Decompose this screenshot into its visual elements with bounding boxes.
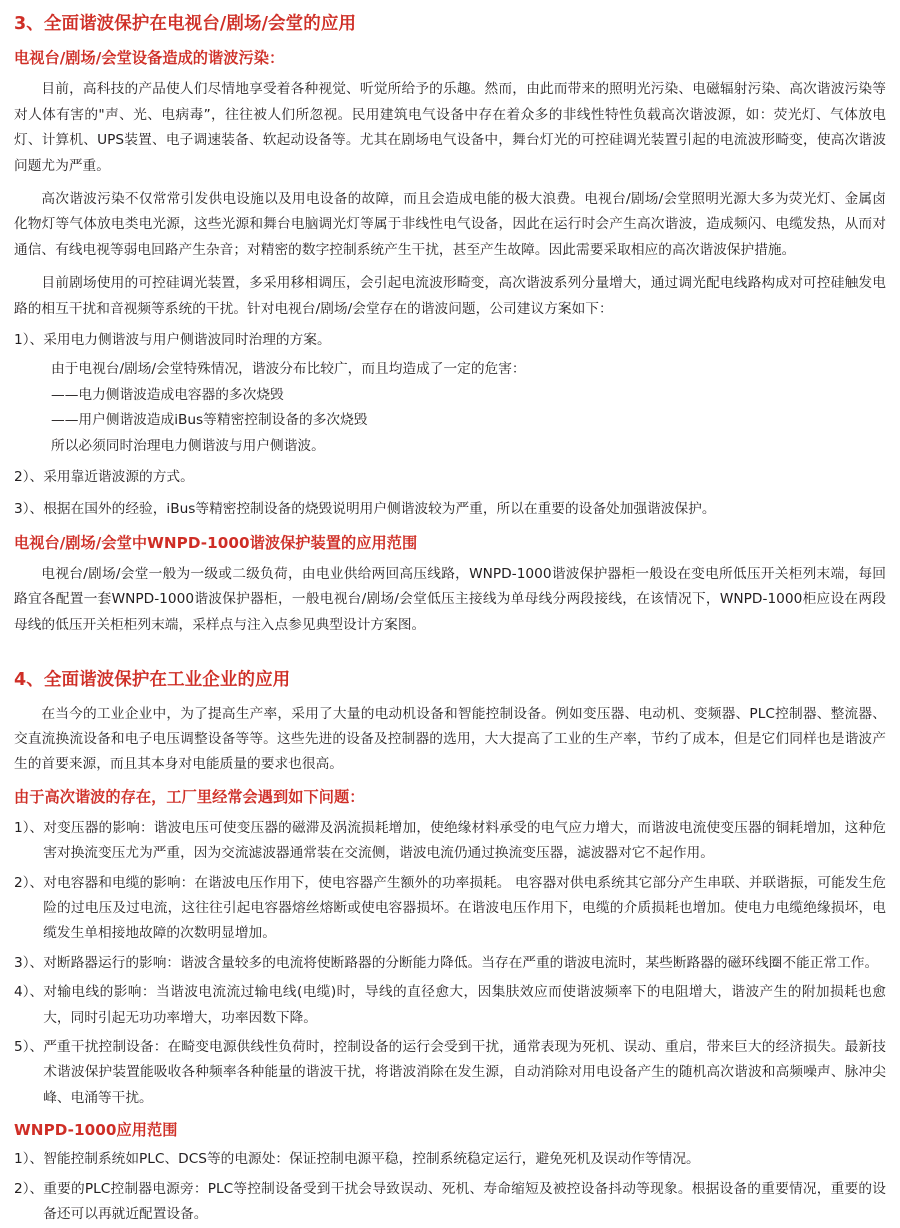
list-marker: 2）、 [14,874,44,891]
section-4-problems-heading: 由于高次谐波的存在，工厂里经常会遇到如下问题： [14,787,365,806]
section-3-list-item-3 [14,497,886,522]
section-3-subline-3: ——用户侧谐波造成iBus等精密控制设备的多次烧毁 [51,412,368,429]
section-3-paragraph-2: 高次谐波污染不仅常常引发供电设施以及用电设备的故障，而且会造成电能的极大浪费。电视台/剧场/会堂照明光源大多为荧光灯、金属卤化物灯等气体放电类电光源，这些光源和舞台电脑调光灯等属于非线性电气设备，因此在运行时会产生高次谐波，造成频闪、电缆发热，从而对通信、有线电视等弱电回路产生杂音；对精密的数字控制系统产生干扰，甚至产生故障。因此需要采取相应的高次谐波保护措施。 [14,191,887,258]
list-marker: 2）、 [14,1180,44,1197]
list-marker: 3）、 [14,954,44,971]
section-3-subheading: 电视台/剧场/会堂设备造成的谐波污染： [14,49,285,68]
top-spacer [14,0,886,12]
spacer [14,179,886,187]
list-marker: 1）、 [14,819,44,836]
section-4-problem-item-3 [14,951,886,976]
list-item-text: 严重干扰控制设备：在畸变电源供线性负荷时，控制设备的运行会受到干扰，通常表现为死机、误动、重启，带来巨大的经济损失。最新技术谐波保护装置能吸收各种频率各种能量的谐波干扰，将谐波消除在发生源，自动消除对用电设备产生的随机高次谐波和高频噪声、脉冲尖峰、电涌等干扰。 [43,1039,886,1106]
list-marker: 1）、 [14,1151,44,1168]
section-4-heading: 4、全面谐波保护在工业企业的应用 [14,670,291,691]
list-item-text: 智能控制系统如PLC、DCS等的电源处：保证控制电源平稳，控制系统稳定运行，避免死机及误动作等情况。 [43,1151,700,1168]
section-3-list-item-2 [14,465,886,490]
section-4-scope-item-2 [14,1177,886,1228]
section-4-problem-item-1 [14,816,886,867]
list-item-text: 采用电力侧谐波与用户侧谐波同时治理的方案。 [43,332,331,349]
section-3-paragraph-3: 目前剧场使用的可控硅调光装置，多采用移相调压，会引起电流波形畸变，高次谐波系列分量增大，通过调光配电线路构成对可控硅触发电路的相互干扰和音视频等系统的干扰。针对电视台/剧场/会堂存在的谐波问题，公司建议方案如下： [14,275,886,317]
section-4-intro-paragraph: 在当今的工业企业中，为了提高生产率，采用了大量的电动机设备和智能控制设备。例如变压器、电动机、变频器、PLC控制器、整流器、交直流换流设备和电子电压调整设备等等。这些先进的设备及控制器的选用，大大提高了工业的生产率，节约了成本，但是它们同样也是谐波产生的首要来源，而且其本身对电能质量的要求也很高。 [14,705,886,773]
section-gap [14,638,886,668]
list-item-text: 采用靠近谐波源的方式。 [43,469,194,486]
section-4-problem-item-5 [14,1035,886,1111]
list-marker: 2）、 [14,469,44,486]
list-marker: 4）、 [14,984,44,1001]
spacer [14,263,886,271]
section-3-subline-4: 所以必须同时治理电力侧谐波与用户侧谐波。 [51,437,325,454]
section-3-scope-paragraph: 电视台/剧场/会堂一般为一级或二级负荷，由电业供给两回高压线路，WNPD-1000谐波保护器柜一般设在变电所低压开关柜列末端，每回路宜各配置一套WNPD-1000谐波保护器柜，一般电视台/剧场/会堂低压主接线为单母线分两段接线，在该情况下，WNPD-1000柜应设在两段母线的低压开关柜柜列末端，采样点与注入点参见典型设计方案图。 [14,565,886,633]
section-3-heading: 3、全面谐波保护在电视台/剧场/会堂的应用 [14,14,357,34]
list-item-text: 对输电线的影响：当谐波电流流过输电线(电缆)时，导线的直径愈大，因集肤效应而使谐波频率下的电阻增大，谐波产生的附加损耗也愈大，同时引起无功功率增大，功率因数下降。 [43,984,886,1026]
list-item-text: 重要的PLC控制器电源旁：PLC等控制设备受到干扰会导致误动、死机、寿命缩短及被控设备抖动等现象。根据设备的重要情况，重要的设备还可以再就近配置设备。 [43,1180,886,1223]
list-marker: 1）、 [14,332,44,349]
spacer [14,554,886,562]
section-4-problem-item-4 [14,980,886,1031]
section-3-scope-heading: 电视台/剧场/会堂中WNPD-1000谐波保护装置的应用范围 [14,533,418,552]
section-3-subline-1: 由于电视台/剧场/会堂特殊情况，谐波分布比较广，而且均造成了一定的危害： [51,361,526,378]
spacer [14,694,886,702]
spacer [14,37,886,47]
section-4-scope-heading: WNPD-1000应用范围 [14,1121,178,1140]
spacer [14,69,886,77]
list-item-text: 对变压器的影响：谐波电压可使变压器的磁滞及涡流损耗增加，使绝缘材料承受的电气应力增大，而谐波电流使变压器的铜耗增加，这种危害对换流变压尤为严重，因为交流滤波器通常装在交流侧，谐波电流仍通过换流变压器，滤波器对它不起作用。 [43,819,886,862]
list-item-text: 对电容器和电缆的影响：在谐波电压作用下，使电容器产生额外的功率损耗。 电容器对供电系统其它部分产生串联、并联谐振，可能发生危险的过电压及过电流，这往往引起电容器熔丝熔断或使电容器损坏。在谐波电压作用下，电缆的介质损耗也增加。使电力电缆绝缘损坏，电缆发生单相接地故障的次数明显增加。 [43,874,886,942]
list-marker: 5）、 [14,1039,44,1056]
spacer [14,808,886,816]
list-item-text: 对断路器运行的影响：谐波含量较多的电流将使断路器的分断能力降低。当存在严重的谐波电流时，某些断路器的磁环线圈不能正常工作。 [43,954,879,971]
section-3-list-item-1 [14,328,886,353]
list-item-text: 根据在国外的经验，iBus等精密控制设备的烧毁说明用户侧谐波较为严重，所以在重要的设备处加强谐波保护。 [43,500,716,517]
spacer [14,1111,886,1119]
section-3-paragraph-1: 目前，高科技的产品使人们尽情地享受着各种视觉、听觉所给予的乐趣。然而，由此而带来的照明光污染、电磁辐射污染、高次谐波污染等对人体有害的"声、光、电病毒”，往往被人们所忽视。民用建筑电气设备中存在着众多的非线性特性负载高次谐波源，如：荧光灯、气体放电灯、计算机、UPS装置、电子调速装备、软起动设备等。尤其在剧场电气设备中，舞台灯光的可控硅调光装置引起的电流波形畸变，使高次谐波问题尤为严重。 [14,81,886,174]
section-3-subline-2: ——电力侧谐波造成电容器的多次烧毁 [51,386,284,403]
list-marker: 3）、 [14,500,44,517]
spacer [14,522,886,532]
section-4-scope-item-1 [14,1147,886,1172]
spacer [14,778,886,786]
section-4-problem-item-2 [14,871,886,947]
